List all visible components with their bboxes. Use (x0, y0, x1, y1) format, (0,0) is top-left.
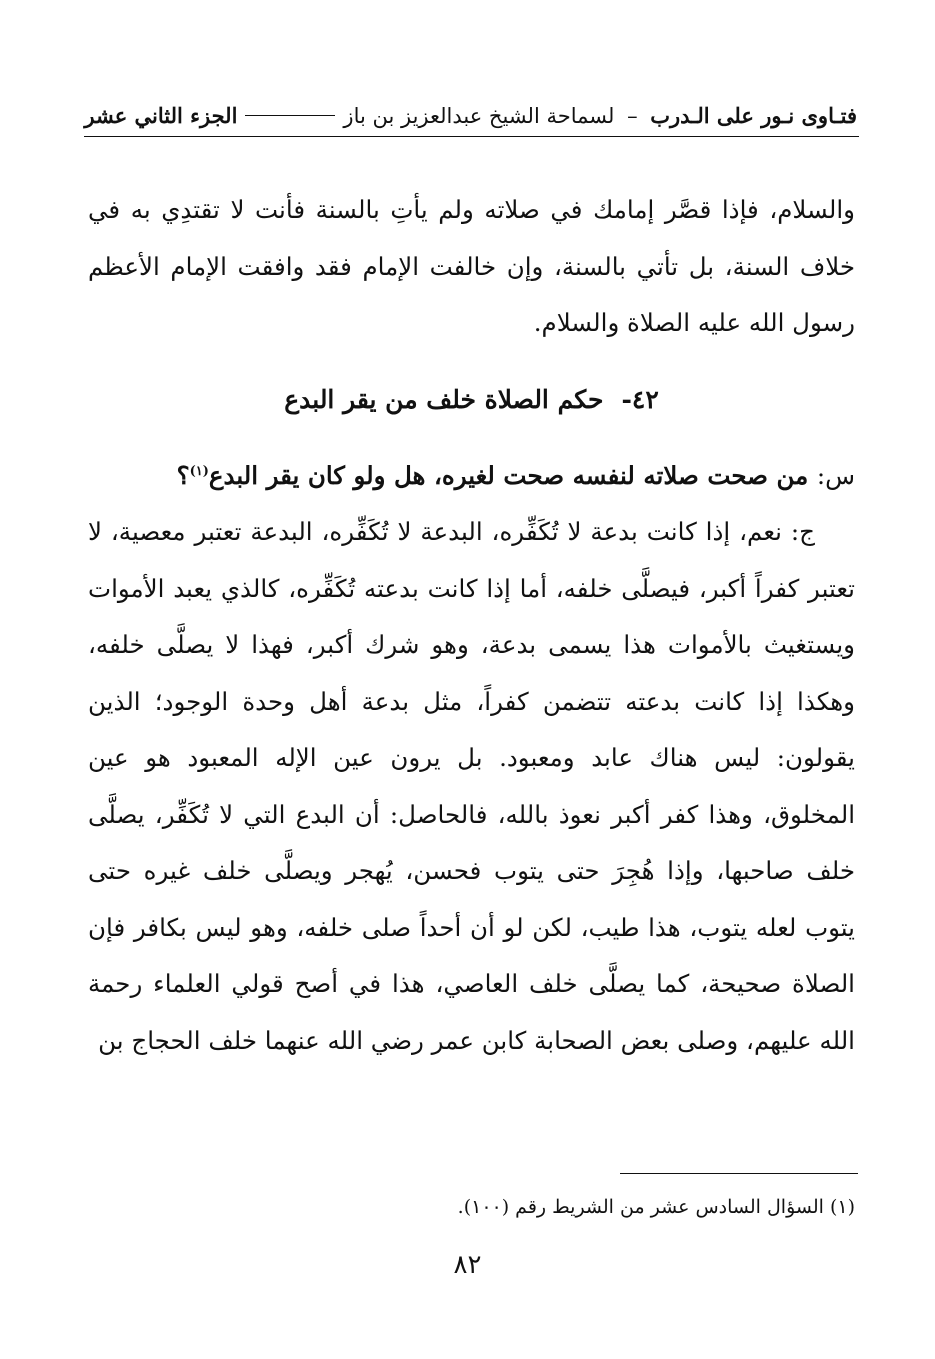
answer-prefix: ج: (790, 517, 815, 546)
section-title: حكم الصلاة خلف من يقر البدع (284, 384, 604, 414)
book-title: فتـاوى نـور على الـدرب (650, 102, 857, 128)
header-volume-group (84, 103, 343, 128)
footnote-rule (620, 1173, 858, 1174)
page-number: ٨٢ (453, 1250, 482, 1280)
question-paragraph (88, 448, 855, 505)
intro-paragraph: والسلام، فإذا قصَّر إمامك في صلاته ولم يأتِ بالسنة فأنت لا تقتدِي به في خلاف السنة، بل تأتي بالسنة، وإن خالفت الإمام فقد وافقت الإمام الأعظم رسول الله عليه الصلاة والسلام. (88, 195, 855, 337)
page-body (88, 182, 855, 1069)
section-number: ٤٢- (621, 384, 659, 414)
volume-label: الجزء الثاني عشر (84, 102, 238, 128)
answer-text: نعم، إذا كانت بدعة لا تُكَفِّره، البدعة لا تُكَفِّره، البدعة تعتبر معصية، لا تعتبر كفراً أكبر، فيصلَّى خلفه، أما إذا كانت بدعته تُكَفِّره، كالذي يعبد الأموات ويستغيث بالأموات هذا يسمى بدعة، وهو شرك أكبر، فهذا لا يصلَّى خلفه، وهكذا إذا كانت بدعته تتضمن كفراً، مثل بدعة أهل وحدة الوجود؛ الذين يقولون: ليس هناك عابد ومعبود. بل يرون عين الإله المعبود هو عين المخلوق، وهذا كفر أكبر نعوذ بالله، فالحاصل: أن البدع التي لا تُكَفِّر، يصلَّى خلف صاحبها، وإذا هُجِرَ حتى يتوب فحسن، يُهجر ويصلَّى خلف غيره حتى يتوب لعله يتوب، هذا طيب، لكن لو أن أحداً صلى خلفه، وهو ليس بكافر فإن الصلاة صحيحة، كما يصلَّى خلف العاصي، هذا في أصح قولي العلماء رحمة الله عليهم، وصلى بعض الصحابة كابن عمر رضي الله عنهما خلف الحجاج بن (88, 517, 855, 1055)
header-dash: – (627, 103, 638, 128)
question-text: من صحت صلاته لنفسه صحت لغيره، هل ولو كان يقر البدع (208, 460, 809, 490)
header-inline-rule (245, 115, 335, 116)
answer-paragraph (88, 504, 855, 1069)
running-header (84, 98, 857, 132)
author-name: لسماحة الشيخ عبدالعزيز بن باز (343, 103, 615, 128)
question-end: ؟ (176, 460, 190, 490)
footnote-reference: (١) (189, 463, 209, 479)
section-heading (88, 378, 855, 422)
header-rule (84, 136, 859, 137)
question-prefix: س: (816, 460, 855, 490)
footnote: (١) السؤال السادس عشر من الشريط رقم (١٠٠). (457, 1196, 855, 1218)
book-author (343, 103, 857, 128)
